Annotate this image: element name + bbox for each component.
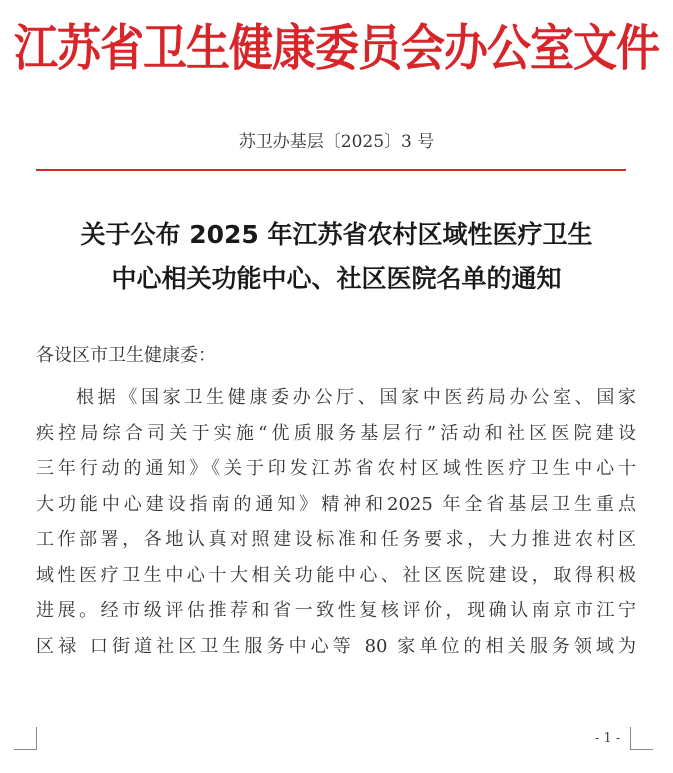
body-line: 进展。经市级评估推荐和省一致性复核评价，现确认南京市江宁 [36, 600, 636, 621]
body-line: 工作部署，各地认真对照建设标准和任务要求，大力推进农村区 [36, 529, 636, 550]
body-line: 疾控局综合司关于实施“优质服务基层行”活动和社区医院建设 [36, 422, 636, 444]
document-number: 苏卫办基层〔2025〕3 号 [238, 132, 435, 152]
issuing-authority-header: 江苏省卫生健康委员会办公室文件 [14, 20, 659, 78]
body-line: 根据《国家卫生健康委办公厅、国家中医药局办公室、国家 [76, 387, 636, 408]
body-line: 域性医疗卫生中心十大相关功能中心、社区医院建设，取得积极 [36, 564, 636, 586]
body-line: 三年行动的通知》《关于印发江苏省农村区域性医疗卫生中心十 [36, 458, 636, 479]
margin-corner-mark-right [630, 727, 653, 750]
red-separator-line [36, 169, 626, 171]
salutation: 各设区市卫生健康委： [36, 345, 216, 366]
document-title [20, 213, 653, 301]
document-title-line: 中心相关功能中心、社区医院名单的通知 [111, 264, 562, 293]
page-number: - 1 - [595, 731, 621, 746]
body-paragraph [36, 380, 636, 664]
margin-corner-mark-left [14, 727, 37, 750]
document-title-line: 关于公布 2025 年江苏省农村区域性医疗卫生 [80, 220, 593, 249]
body-line: 区禄 口街道社区卫生服务中心等 80 家单位的相关服务领域为 [36, 635, 636, 657]
body-line: 大功能中心建设指南的通知》精神和2025 年全省基层卫生重点 [36, 493, 636, 515]
